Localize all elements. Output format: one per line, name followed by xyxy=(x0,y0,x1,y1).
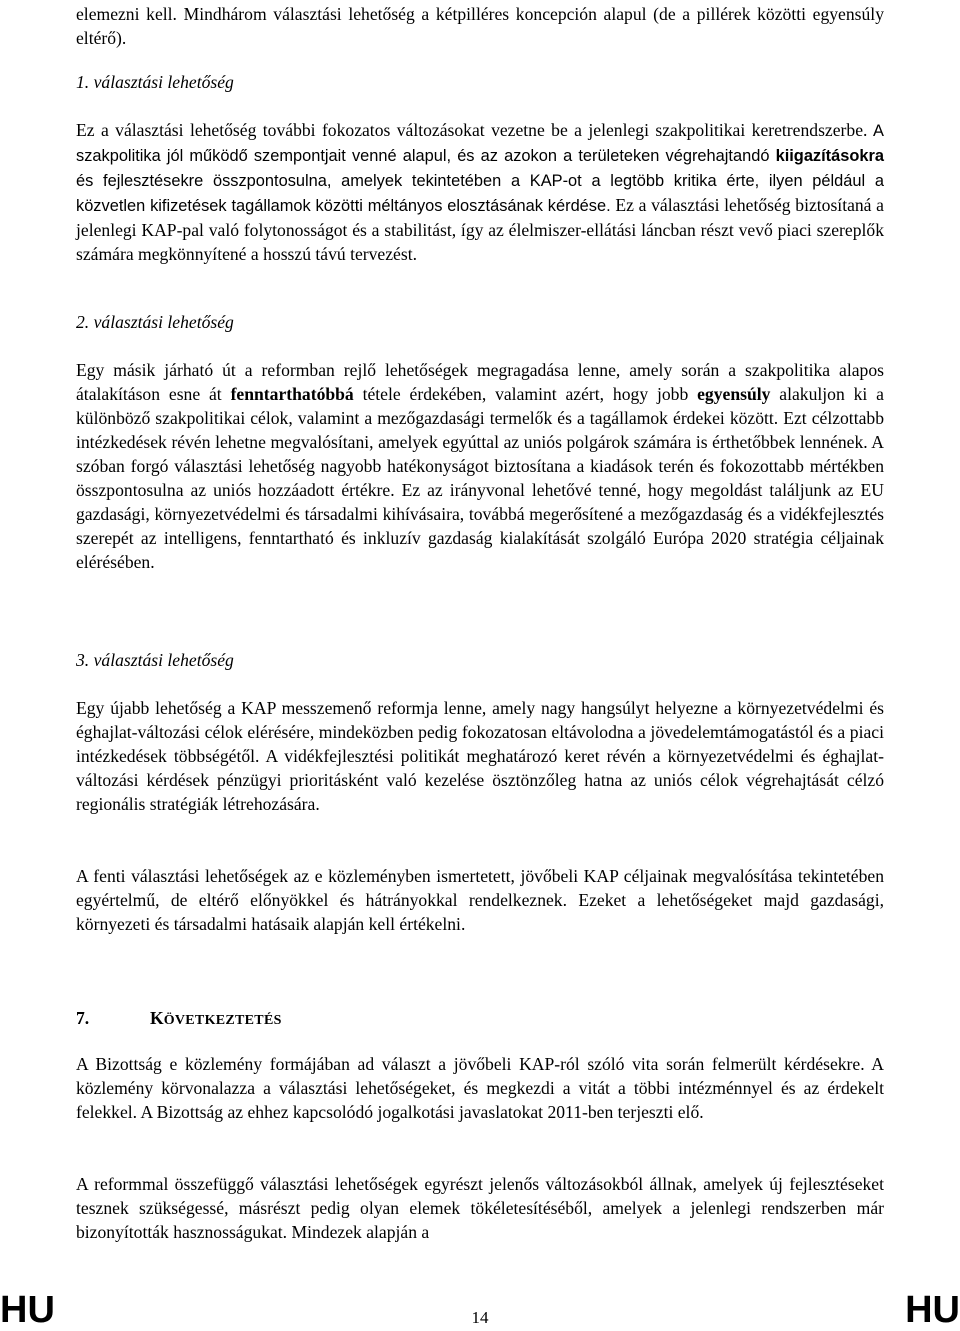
section-number: 7. xyxy=(76,1008,90,1028)
summary-paragraph: A fenti választási lehetőségek az e közleményben ismertetett, jövőbeli KAP céljainak megvalósítása tekintetében egyértelmű, de eltérő előnyökkel és hátrányokkal rendelkeznek. Ezeket a lehetőségeket majd gazdasági, környezeti és társadalmi hatásaik alapján kell értékelni. xyxy=(76,866,884,934)
footer-language-right: HU xyxy=(905,1289,960,1331)
option2-bold-sustainable: fenntarthatóbbá xyxy=(230,384,354,404)
option1-text-c: és fejlesztésekre összpontosulna, amelyek tekintetében a KAP-ot a legtöbb kritika érte, ilyen például a közvetlen kifizetések tagállamok közötti méltányos elosztásának kérdése. xyxy=(76,172,884,215)
option2-text-e: alakuljon ki a különböző szakpolitikai célok, valamint a mezőgazdasági termelők és a tagállamok érdekei között. Ezt célzottabb intézkedések révén lehetne megvalósítani, amelyek egyúttal az uniós polgárok számára is érthetőbbek lennének. A szóban forgó választási lehetőség nagyobb hatékonyságot biztosítana a kiadások terén és fokozottabb mértékben összpontosulna az uniós hozzáadott értékre. Ez az irányvonal lehetővé tenné, hogy megoldást találjunk az EU gazdasági, környezetvédelmi és társadalmi kihívásaira, továbbá megerősítené a mezőgazdaság és a vidékfejlesztés szerepét az intelligens, fenntartható és inkluzív gazdaság kialakítását szolgáló Európa 2020 stratégia céljainak elérésében. xyxy=(76,384,884,572)
option2-text-c: tétele érdekében, valamint azért, hogy jobb xyxy=(353,384,698,404)
option1-text-b: A szakpolitika jól működő szempontjait venné alapul, és az azokon a területeken végrehajtandó xyxy=(76,122,884,165)
option1-paragraph xyxy=(76,118,884,266)
conclusion-paragraph-2: A reformmal összefüggő választási lehetőségek egyrészt jelenős változásokból állnak, amelyek új fejlesztéseket tesznek szükségessé, másrészt pedig olyan elemek tökéletesítéséből, amelyek a jelenlegi rendszerben már bizonyították hasznosságukat. Mindezek alapján a xyxy=(76,1174,884,1242)
option1-bold-term: kiigazításokra xyxy=(775,147,884,165)
intro-paragraph: elemezni kell. Mindhárom választási lehetőség a kétpilléres koncepción alapul (de a pillérek közötti egyensúly eltérő). xyxy=(76,4,884,48)
option1-text-a: Ez a választási lehetőség további fokozatos változásokat vezetne be a jelenlegi szakpolitikai keretrendszerbe. xyxy=(76,120,868,140)
section-title-initial: K xyxy=(150,1008,164,1028)
section-title-rest: ÖVETKEZTETÉS xyxy=(163,1013,282,1028)
option1-heading: 1. választási lehetőség xyxy=(76,72,234,92)
option2-text-a: Egy másik járható út a reformban rejlő lehetőségek megragadása lenne, amely során a szakpolitika alapos átalakításon esne át xyxy=(76,360,884,404)
conclusion-paragraph-1: A Bizottság e közlemény formájában ad választ a jövőbeli KAP-ról szóló vita során felmerült kérdésekre. A közlemény körvonalazza a választási lehetőségeket, és megkezdi a vitát a többi intézménnyel és az érdekelt felekkel. A Bizottság az ehhez kapcsolódó jogalkotási javaslatokat 2011-ben terjeszti elő. xyxy=(76,1054,884,1122)
option1-text-d: Ez a választási lehetőség biztosítaná a jelenlegi KAP-pal való folytonosságot és a stabilitást, így az élelmiszer-ellátási láncban részt vevő piaci szereplők számára megkönnyítené a hosszú távú tervezést. xyxy=(76,195,884,264)
option2-heading: 2. választási lehetőség xyxy=(76,312,234,332)
page-number: 14 xyxy=(471,1308,489,1327)
footer-language-left: HU xyxy=(0,1289,55,1331)
option2-paragraph xyxy=(76,358,884,574)
option3-heading: 3. választási lehetőség xyxy=(76,650,234,670)
section-heading xyxy=(76,1008,282,1029)
option2-bold-balance: egyensúly xyxy=(697,384,771,404)
option3-paragraph: Egy újabb lehetőség a KAP messzemenő reformja lenne, amely nagy hangsúlyt helyezne a környezetvédelmi és éghajlat-változási célok elérésére, mindeközben pedig fokozatosan eltávolodna a jövedelemtámogatástól és a piaci intézkedések többségétől. A vidékfejlesztési politikát meghatározó keret révén a környezetvédelmi és éghajlat-változási kérdések pénzügyi prioritásként való kezelése ösztönzőleg hatna az uniós célok végrehajtását célzó regionális stratégiák létrehozására. xyxy=(76,698,884,814)
